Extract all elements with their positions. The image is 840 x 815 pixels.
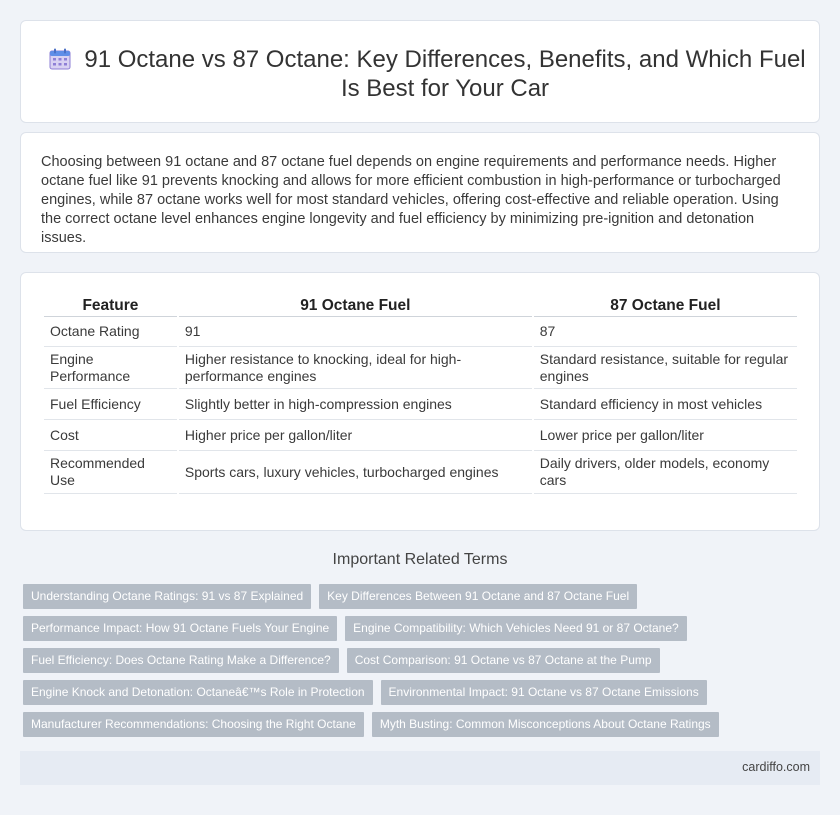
related-tag-link[interactable]: Key Differences Between 91 Octane and 87 Octane Fuel <box>319 584 637 609</box>
table-cell: Higher price per gallon/liter <box>179 420 532 451</box>
table-row <box>44 317 797 347</box>
related-tag-link[interactable]: Fuel Efficiency: Does Octane Rating Make a Difference? <box>23 648 339 673</box>
header-card <box>20 20 820 123</box>
table-cell: Cost <box>44 420 177 451</box>
related-tag-link[interactable]: Performance Impact: How 91 Octane Fuels Your Engine <box>23 616 337 641</box>
footer-site-link[interactable]: cardiffo.com <box>742 760 810 774</box>
calendar-icon <box>48 47 72 71</box>
related-tag-link[interactable]: Understanding Octane Ratings: 91 vs 87 Explained <box>23 584 311 609</box>
comparison-card <box>20 272 820 531</box>
table-cell: Fuel Efficiency <box>44 389 177 420</box>
header-87-octane: 87 Octane Fuel <box>534 293 797 317</box>
table-cell: Higher resistance to knocking, ideal for high-performance engines <box>179 347 532 389</box>
table-cell: Engine Performance <box>44 347 177 389</box>
related-tag-link[interactable]: Cost Comparison: 91 Octane vs 87 Octane at the Pump <box>347 648 660 673</box>
page-title: 91 Octane vs 87 Octane: Key Differences, Benefits, and Which Fuel Is Best for Your Car <box>84 46 806 102</box>
table-row <box>44 420 797 451</box>
table-row <box>44 389 797 420</box>
related-tag-link[interactable]: Manufacturer Recommendations: Choosing the Right Octane <box>23 712 364 737</box>
related-tags <box>23 584 823 744</box>
table-header-row <box>44 293 797 317</box>
table-row <box>44 347 797 389</box>
related-tag-link[interactable]: Environmental Impact: 91 Octane vs 87 Octane Emissions <box>381 680 707 705</box>
table-cell: 87 <box>534 317 797 347</box>
intro-card <box>20 132 820 253</box>
table-cell: Standard resistance, suitable for regular engines <box>534 347 797 389</box>
comparison-table <box>42 293 799 494</box>
header-91-octane: 91 Octane Fuel <box>179 293 532 317</box>
table-cell: Standard efficiency in most vehicles <box>534 389 797 420</box>
related-tag-link[interactable]: Engine Compatibility: Which Vehicles Need 91 or 87 Octane? <box>345 616 687 641</box>
table-cell: Slightly better in high-compression engines <box>179 389 532 420</box>
footer <box>20 751 820 785</box>
table-row <box>44 451 797 494</box>
table-cell: Lower price per gallon/liter <box>534 420 797 451</box>
related-tag-link[interactable]: Myth Busting: Common Misconceptions About Octane Ratings <box>372 712 719 737</box>
intro-paragraph: Choosing between 91 octane and 87 octane fuel depends on engine requirements and performance needs. Higher octane fuel like 91 prevents knocking and allows for more efficient combustion in high-performance or turbocharged engines, while 87 octane works well for most standard vehicles, offering cost-effective and reliable operation. Using the correct octane level enhances engine longevity and fuel efficiency by minimizing pre-ignition and detonation issues. <box>41 154 781 246</box>
table-cell: Sports cars, luxury vehicles, turbocharged engines <box>179 451 532 494</box>
header-feature: Feature <box>44 293 177 317</box>
table-cell: Daily drivers, older models, economy cars <box>534 451 797 494</box>
table-cell: 91 <box>179 317 532 347</box>
table-cell: Octane Rating <box>44 317 177 347</box>
table-cell: Recommended Use <box>44 451 177 494</box>
related-tag-link[interactable]: Engine Knock and Detonation: Octaneâ€™s Role in Protection <box>23 680 373 705</box>
related-terms-title: Important Related Terms <box>332 551 508 568</box>
